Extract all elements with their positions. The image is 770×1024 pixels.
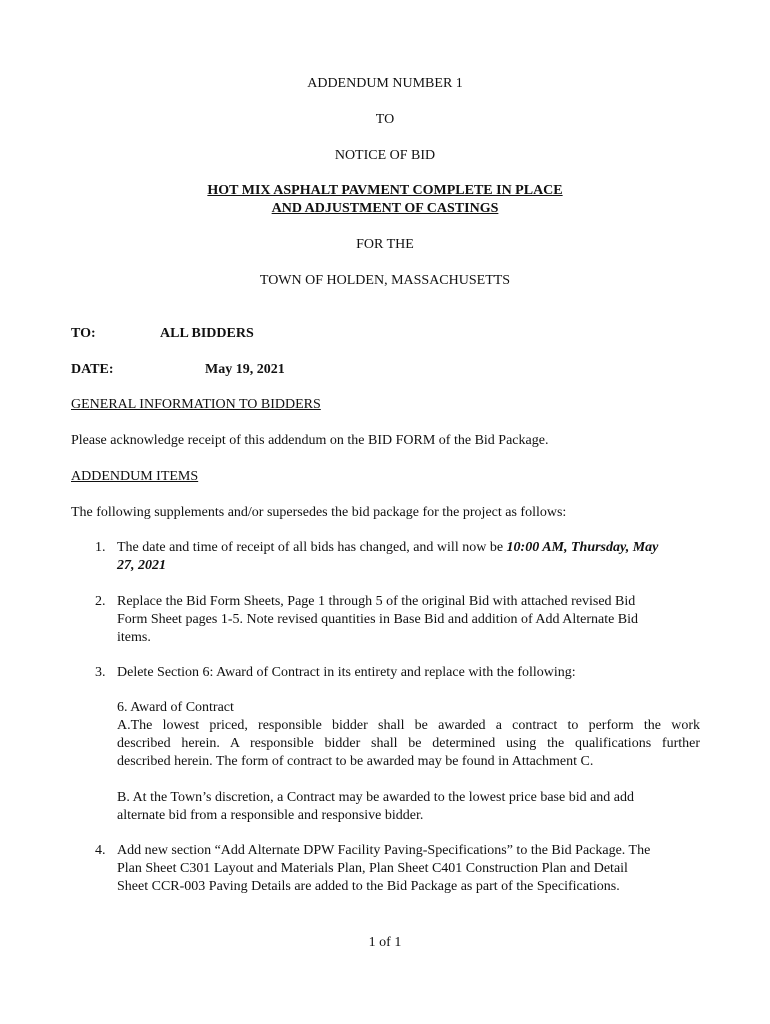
addendum-number: ADDENDUM NUMBER 1 xyxy=(307,76,463,91)
item2-line1: Replace the Bid Form Sheets, Page 1 through 5 of the original Bid with attached revised Bid xyxy=(117,594,636,609)
item-number: 1. xyxy=(95,540,106,555)
general-info-heading: GENERAL INFORMATION TO BIDDERS xyxy=(71,397,321,412)
item1-deadline: 10:00 AM, Thursday, May xyxy=(506,540,659,555)
award-a-line1 xyxy=(117,717,700,735)
to-value: ALL BIDDERS xyxy=(160,326,254,341)
item-number: 2. xyxy=(95,594,106,609)
item2-line2: Form Sheet pages 1-5. Note revised quantities in Base Bid and addition of Add Alternate Bid xyxy=(117,612,639,627)
header-to: TO xyxy=(375,112,395,127)
item4-line1: Add new section “Add Alternate DPW Facility Paving-Specifications” to the Bid Package. The xyxy=(117,843,651,858)
date-value: May 19, 2021 xyxy=(205,362,285,377)
item2-line3: items. xyxy=(117,630,151,645)
project-title-line2: AND ADJUSTMENT OF CASTINGS xyxy=(271,201,499,216)
award-b-line2: alternate bid from a responsible and responsive bidder. xyxy=(117,808,424,823)
general-info-text: Please acknowledge receipt of this addendum on the BID FORM of the Bid Package. xyxy=(71,433,549,448)
item4-line2: Plan Sheet C301 Layout and Materials Plan, Plan Sheet C401 Construction Plan and Detail xyxy=(117,861,628,876)
award-heading: 6. Award of Contract xyxy=(117,700,234,715)
item3-text: Delete Section 6: Award of Contract in its entirety and replace with the following: xyxy=(117,665,576,680)
award-a-line1-text: A.The lowest priced, responsible bidder shall be awarded a contract to perform the work xyxy=(117,718,700,733)
award-a-line3: described herein. The form of contract to be awarded may be found in Attachment C. xyxy=(117,754,594,769)
notice-of-bid: NOTICE OF BID xyxy=(334,148,436,163)
item-number: 3. xyxy=(95,665,106,680)
town-name: TOWN OF HOLDEN, MASSACHUSETTS xyxy=(259,273,511,288)
award-b-line1: B. At the Town’s discretion, a Contract may be awarded to the lowest price base bid and add xyxy=(117,790,635,805)
date-label: DATE: xyxy=(71,362,114,377)
item1-deadline-cont: 27, 2021 xyxy=(117,558,166,573)
addendum-intro: The following supplements and/or supersedes the bid package for the project as follows: xyxy=(71,505,567,520)
item-number: 4. xyxy=(95,843,106,858)
to-label: TO: xyxy=(71,326,96,341)
project-title-line1: HOT MIX ASPHALT PAVMENT COMPLETE IN PLACE xyxy=(207,183,563,198)
item4-line3: Sheet CCR-003 Paving Details are added to the Bid Package as part of the Specifications. xyxy=(117,879,620,894)
for-the: FOR THE xyxy=(356,237,414,252)
addendum-items-heading: ADDENDUM ITEMS xyxy=(71,469,199,484)
page-number: 1 of 1 xyxy=(368,935,402,950)
award-a-line2 xyxy=(117,735,700,753)
item1-text: The date and time of receipt of all bids has changed, and will now be xyxy=(117,540,507,555)
award-a-line2-text: described herein. A responsible bidder shall be determined using the qualifications further xyxy=(117,736,700,751)
